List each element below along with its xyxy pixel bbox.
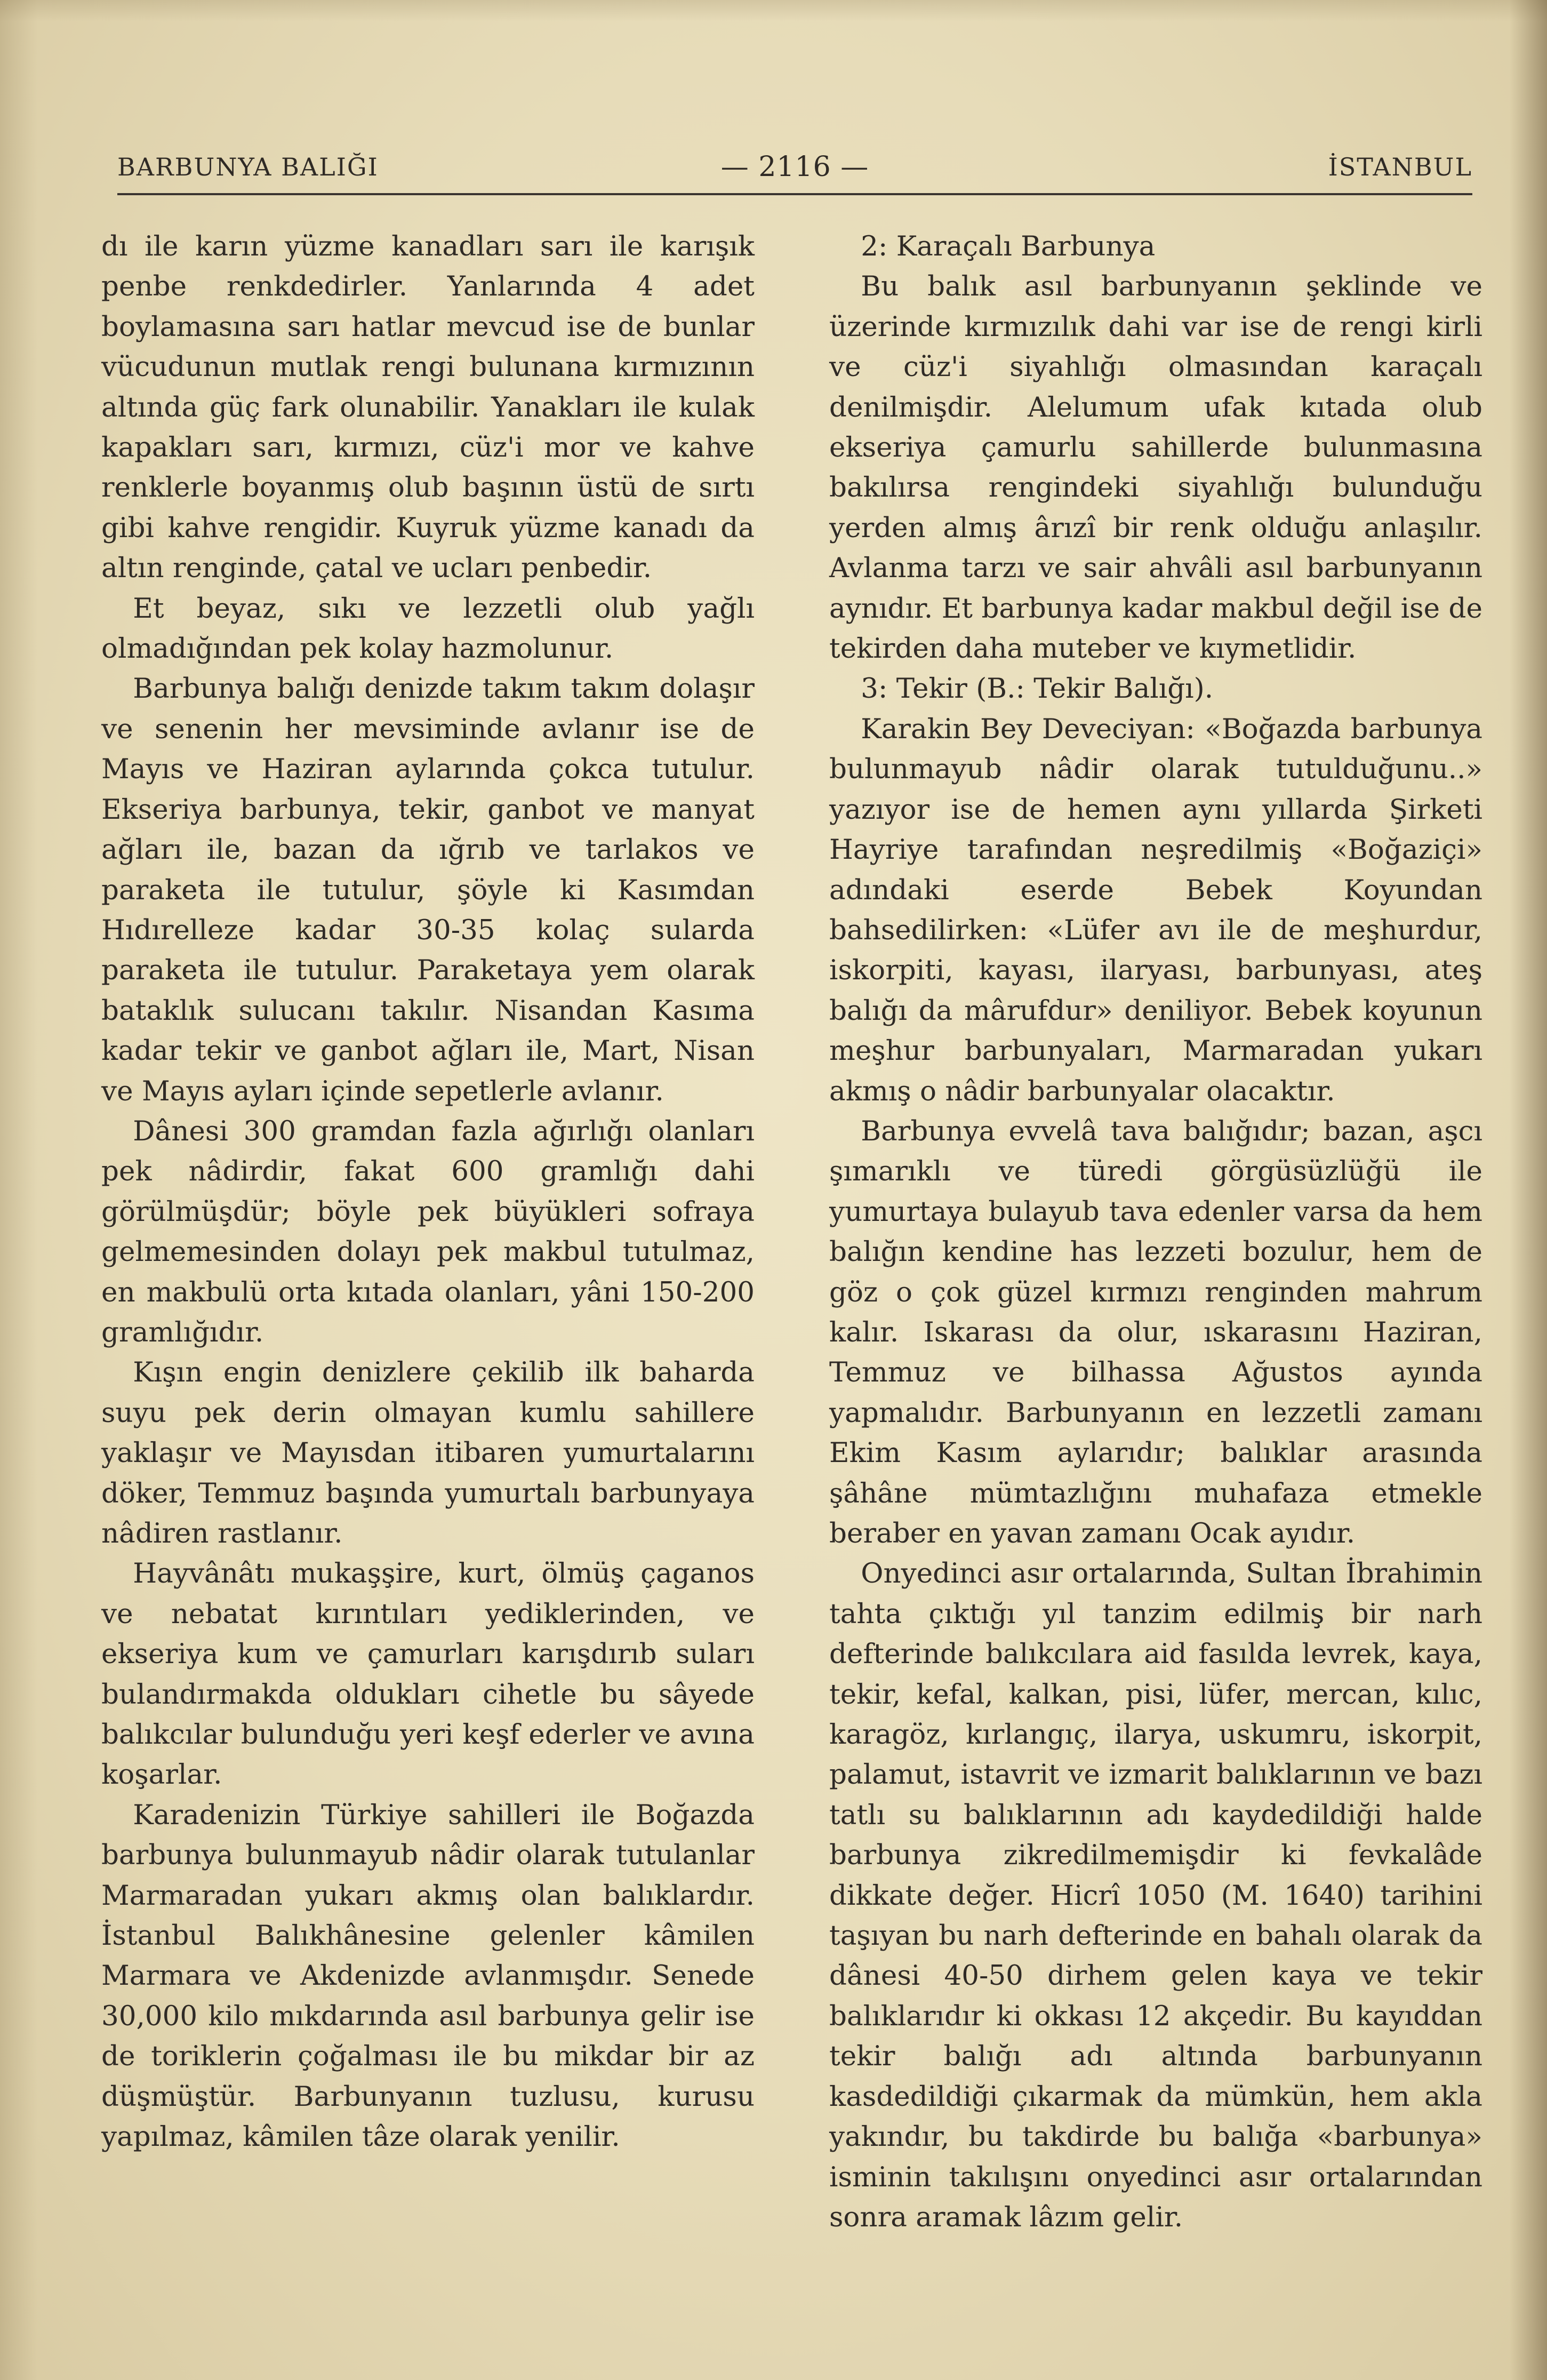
paragraph: Karakin Bey Deveciyan: «Boğazda barbunya bulunmayub nâdir olarak tutulduğunu..» yazıyor ise de hemen aynı yıllarda Şirketi Hayriye tarafından neşredilmiş «Boğaziçi» adındaki eserde Bebek Koyundan bahsedilirken: «Lüfer avı ile de meşhurdur, iskorpiti, kayası, ilaryası, barbunyası, ateş balığı da mârufdur» deniliyor. Bebek koyunun meşhur barbunyaları, Marmaradan yukarı akmış o nâdir barbunyalar olacaktır. bbox=[829, 713, 1482, 1107]
paper-shadow-right bbox=[1510, 0, 1547, 2380]
page-number: — 2116 — bbox=[720, 151, 869, 183]
paper-shadow-top bbox=[0, 0, 1547, 21]
paragraph: Et beyaz, sıkı ve lezzetli olub yağlı olmadığından pek kolay hazmolunur. bbox=[101, 592, 755, 665]
paper-shadow-left bbox=[0, 0, 37, 2380]
page-header bbox=[117, 143, 1472, 191]
paragraph: Onyedinci asır ortalarında, Sultan İbrahimin tahta çıktığı yıl tanzim edilmiş bir narh defterinde balıkcılara aid fasılda levrek, kaya, tekir, kefal, kalkan, pisi, lüfer, mercan, kılıc, karagöz, kırlangıç, ilarya, uskumru, iskorpit, palamut, istavrit ve izmarit balıklarının ve bazı tatlı su balıklarının adı kaydedildiği halde barbunya zikredilmemişdir ki fevkalâde dikkate değer. Hicrî 1050 (M. 1640) tarihini taşıyan bu narh defterinde en bahalı olarak da dânesi 40-50 dirhem gelen kaya ve tekir balıklarıdır ki okkası 12 akçedir. Bu kayıddan tekir balığı adı altında barbunyanın kasdedildiği çıkarmak da mümkün, hem akla yakındır, bu takdirde bu balığa «barbunya» isminin takılışını onyedinci asır ortalarından sonra aramak lâzım gelir. bbox=[829, 1558, 1482, 2233]
header-rule bbox=[117, 193, 1472, 195]
paragraph: dı ile karın yüzme kanadları sarı ile karışık penbe renkdedirler. Yanlarında 4 adet boylamasına sarı hatlar mevcud ise de bunlar vücudunun mutlak rengi bulunana kırmızının altında güç fark olunabilir. Yanakları ile kulak kapakları sarı, kırmızı, cüz'i mor ve kahve renklerle boyanmış olub başının üstü de sırtı gibi kahve rengidir. Kuyruk yüzme kanadı da altın renginde, çatal ve ucları penbedir. bbox=[101, 230, 755, 585]
running-head-right: İSTANBUL bbox=[1328, 153, 1472, 181]
section-heading: 2: Karaçalı Barbunya bbox=[861, 230, 1156, 262]
paragraph: Barbunya balığı denizde takım takım dolaşır ve senenin her mevsiminde avlanır ise de Mayıs ve Haziran aylarında çokca tutulur. Ekseriya barbunya, tekir, ganbot ve manyat ağları ile, bazan da ığrıb ve tarlakos ve paraketa ile tutulur, şöyle ki Kasımdan Hıdırelleze kadar 30-35 kolaç sularda paraketa ile tutulur. Paraketaya yem olarak bataklık sulucanı takılır. Nisandan Kasıma kadar tekir ve ganbot ağları ile, Mart, Nisan ve Mayıs ayları içinde sepetlerle avlanır. bbox=[101, 673, 755, 1107]
right-column bbox=[829, 227, 1482, 2238]
paragraph: Hayvânâtı mukaşşire, kurt, ölmüş çaganos ve nebatat kırıntıları yediklerinden, ve ekseriya kum ve çamurları karışdırıb suları bulandırmakda oldukları cihetle bu sâyede balıkcılar bulunduğu yeri keşf ederler ve avına koşarlar. bbox=[101, 1558, 755, 1791]
paragraph: Bu balık asıl barbunyanın şeklinde ve üzerinde kırmızılık dahi var ise de rengi kirli ve cüz'i siyahlığı olmasından karaçalı denilmişdir. Alelumum ufak kıtada olub ekseriya çamurlu sahillerde bulunmasına bakılırsa rengindeki siyahlığı bulunduğu yerden almış ârızî bir renk olduğu anlaşılır. Avlanma tarzı ve sair ahvâli asıl barbunyanın aynıdır. Et barbunya kadar makbul değil ise de tekirden daha muteber ve kıymetlidir. bbox=[829, 270, 1482, 665]
paragraph: Barbunya evvelâ tava balığıdır; bazan, aşcı şımarıklı ve türedi görgüsüzlüğü ile yumurtaya bulayub tava edenler varsa da hem balığın kendine has lezzeti bozulur, hem de göz o çok güzel kırmızı renginden mahrum kalır. Iskarası da olur, ıskarasını Haziran, Temmuz ve bilhassa Ağustos ayında yapmalıdır. Barbunyanın en lezzetli zamanı Ekim Kasım aylarıdır; balıklar arasında şâhâne mümtazlığını muhafaza etmekle beraber en yavan zamanı Ocak ayıdır. bbox=[829, 1115, 1482, 1550]
running-head-left: BARBUNYA BALIĞI bbox=[117, 153, 379, 181]
section-heading: 3: Tekir (B.: Tekir Balığı). bbox=[861, 673, 1214, 705]
left-column bbox=[101, 227, 755, 2158]
paragraph: Dânesi 300 gramdan fazla ağırlığı olanları pek nâdirdir, fakat 600 gramlığı dahi görülmüşdür; böyle pek büyükleri sofraya gelmemesinden dolayı pek makbul tutulmaz, en makbulü orta kıtada olanları, yâni 150-200 gramlığıdır. bbox=[101, 1115, 755, 1348]
paragraph: Karadenizin Türkiye sahilleri ile Boğazda barbunya bulunmayub nâdir olarak tutulanlar Marmaradan yukarı akmış olan balıklardır. İstanbul Balıkhânesine gelenler kâmilen Marmara ve Akdenizde avlanmışdır. Senede 30,000 kilo mıkdarında asıl barbunya gelir ise de toriklerin çoğalması ile bu mikdar bir az düşmüştür. Barbunyanın tuzlusu, kurusu yapılmaz, kâmilen tâze olarak yenilir. bbox=[101, 1799, 755, 2153]
paragraph: Kışın engin denizlere çekilib ilk baharda suyu pek derin olmayan kumlu sahillere yaklaşır ve Mayısdan itibaren yumurtalarını döker, Temmuz başında yumurtalı barbunyaya nâdiren rastlanır. bbox=[101, 1356, 755, 1550]
